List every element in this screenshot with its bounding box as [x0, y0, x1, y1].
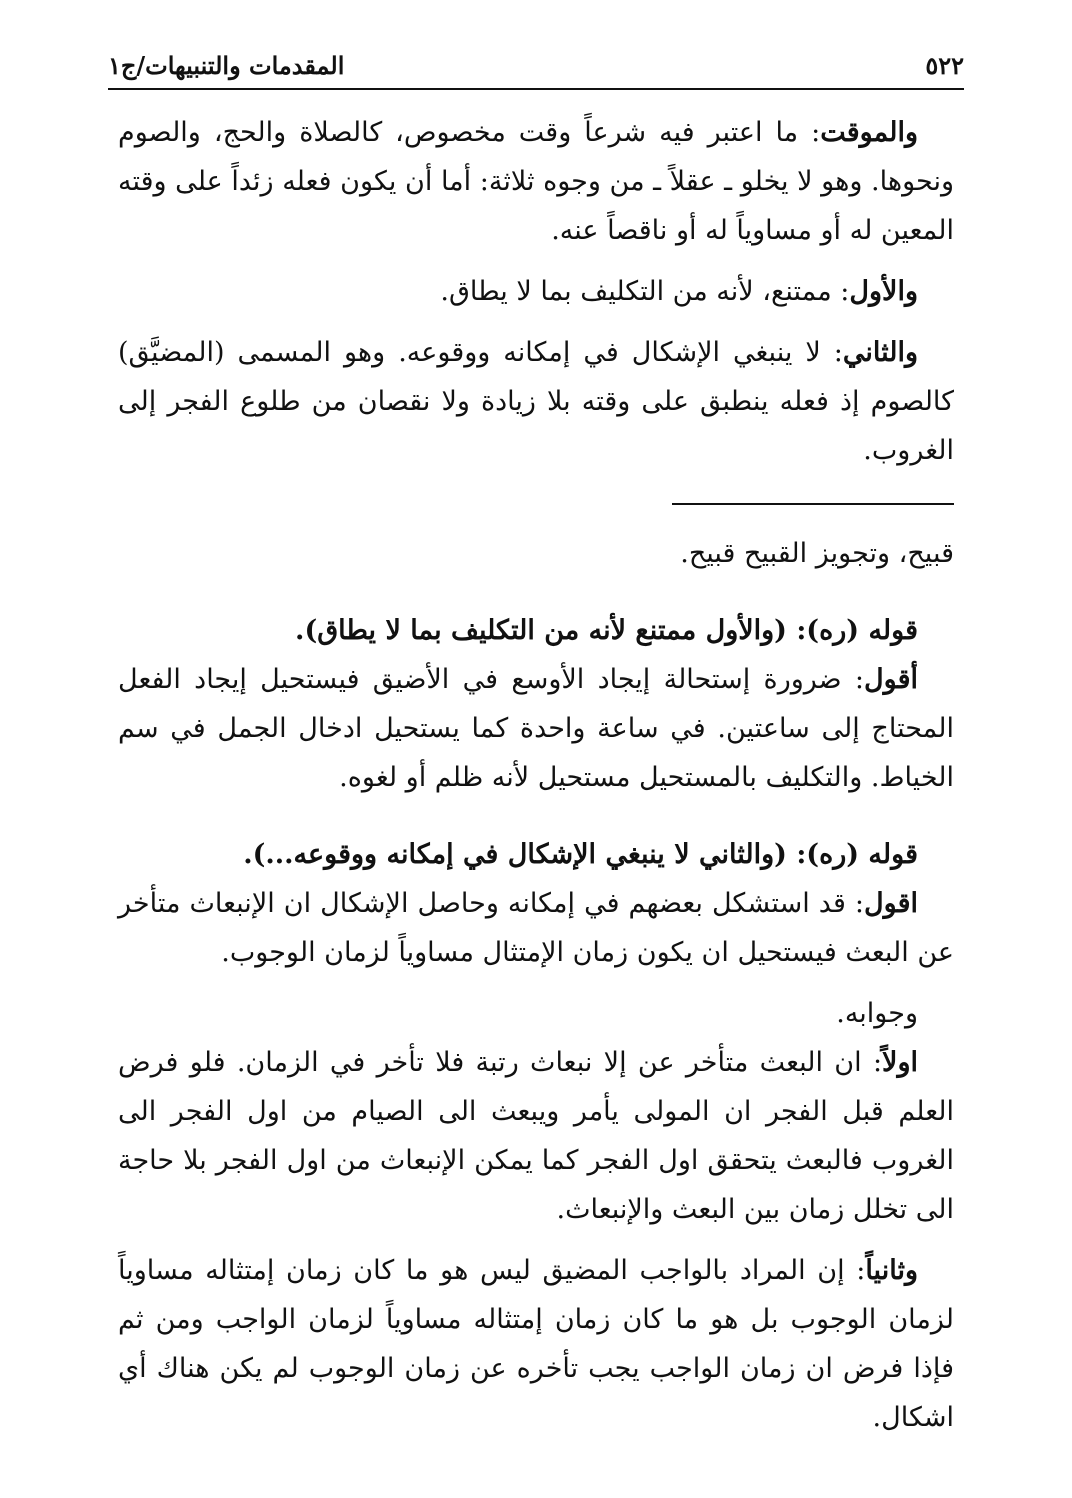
- answer-intro: وجوابه.: [836, 998, 918, 1029]
- text-answer-2: : قد استشكل بعضهم في إمكانه وحاصل الإشكال ان الإنبعاث متأخر عن البعث فيستحيل ان يكون زمان الإمتثال مساوياً لزمان الوجوب.: [118, 888, 954, 968]
- page-header: [108, 38, 964, 90]
- footnote-divider: [672, 503, 954, 505]
- text-answer-1: : ضرورة إستحالة إيجاد الأوسع في الأضيق فيستحيل إيجاد الفعل المحتاج إلى ساعتين. في ساعة واحدة كما يستحيل ادخال الجمل في سم الخياط. والتكليف بالمستحيل مستحيل لأنه ظلم أو لغوه.: [118, 664, 954, 793]
- commentary-answer-1: [118, 655, 954, 802]
- commentary-answer-2: [118, 879, 954, 977]
- text-second: : لا ينبغي الإشكال في إمكانه ووقوعه. وهو المسمى (المضيَّق) كالصوم إذ فعله ينطبق على وقته بلا زيادة ولا نقصان من طلوع الفجر إلى الغروب.: [118, 337, 954, 466]
- page-number: ٥٢٢: [925, 51, 964, 80]
- term-first: والأول: [849, 276, 918, 307]
- text-first: : ممتنع، لأنه من التكليف بما لا يطاق.: [440, 276, 850, 307]
- text-second-reply: : إن المراد بالواجب المضيق ليس هو ما كان زمان إمتثاله مساوياً لزمان الوجوب بل هو ما كان زمان إمتثاله مساوياً لزمان الواجب ومن ثم فإذا فرض ان زمان الواجب يجب تأخره عن زمان الوجوب لم يكن هناك أي اشكال.: [118, 1255, 954, 1433]
- commentary-heading-2: قوله (ره): (والثاني لا ينبغي الإشكال في إمكانه ووقوعه...).: [243, 839, 918, 870]
- paragraph-second-case: [118, 328, 954, 475]
- term-aqul-1: أقول: [864, 664, 918, 695]
- term-muwaqqat: والموقت: [820, 117, 918, 148]
- term-first-reply: اولاً: [882, 1047, 918, 1078]
- term-aqul-2: اقول: [864, 888, 918, 919]
- paragraph-muwaqqat: [118, 108, 954, 255]
- running-title: المقدمات والتنبيهات/ج١: [108, 51, 345, 80]
- commentary-heading-1: قوله (ره): (والأول ممتنع لأنه من التكليف بما لا يطاق).: [295, 615, 918, 646]
- text-muwaqqat: : ما اعتبر فيه شرعاً وقت مخصوص، كالصلاة والحج، والصوم ونحوها. وهو لا يخلو ـ عقلاً ـ من وجوه ثلاثة: أما أن يكون فعله زئداً على وقته المعين له أو مساوياً له أو ناقصاً عنه.: [118, 117, 954, 246]
- paragraph-first-case: [118, 267, 954, 316]
- answer-first: [118, 1038, 954, 1234]
- answer-second: [118, 1246, 954, 1442]
- page-body: [118, 108, 954, 1442]
- term-second-reply: وثانياً: [865, 1255, 918, 1286]
- term-second: والثاني: [842, 337, 918, 368]
- text-first-reply: : ان البعث متأخر عن إلا نبعاث رتبة فلا تأخر في الزمان. فلو فرض العلم قبل الفجر ان المولى يأمر ويبعث الى الصيام من اول الفجر الى الغروب فالبعث يتحقق اول الفجر كما يمكن الإنبعاث من اول الفجر بلا حاجة الى تخلل زمان بين البعث والإنبعاث.: [118, 1047, 954, 1225]
- footnote-text: قبيح، وتجويز القبيح قبيح.: [680, 538, 954, 569]
